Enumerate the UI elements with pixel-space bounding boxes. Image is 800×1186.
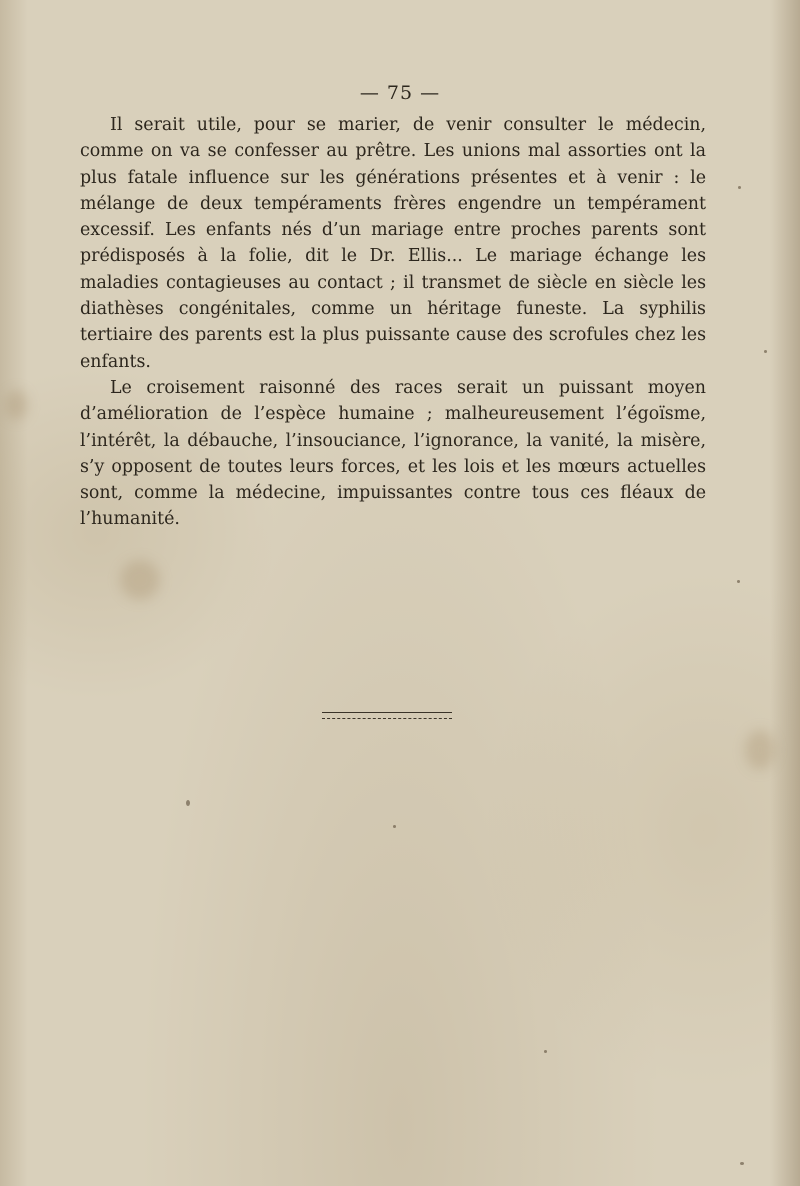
ink-speck — [393, 825, 396, 828]
paragraph-1: Il serait utile, pour se marier, de venir consulter le médecin, comme on va se confesser au prêtre. Les unions mal assorties ont la plus fatale influence sur les générations présentes et à venir : le mélange de deux tempéraments frères engendre un tempérament excessif. Les enfants nés d’un mariage entre proches parents sont prédisposés à la folie, dit le Dr. Ellis... Le mariage échange les maladies contagieuses au contact ; il transmet de siècle en siècle les diathèses congénitales, comme un héritage funeste. La syphilis tertiaire des parents est la plus puissante cause des scrofules chez les enfants. — [80, 115, 706, 372]
section-divider — [322, 712, 452, 719]
ink-speck — [737, 580, 740, 583]
paper-stain — [6, 390, 28, 420]
ink-speck — [738, 186, 741, 189]
body-text — [80, 112, 706, 533]
page-number: — 75 — — [359, 82, 441, 104]
paper-stain — [120, 560, 160, 600]
paragraph-2: Le croisement raisonné des races serait un puissant moyen d’amélioration de l’espèce humaine ; malheureusement l’égoïsme, l’intérêt, la débauche, l’insouciance, l’ignorance, la vanité, la misère, s’y opposent de toutes leurs forces, et les lois et les mœurs actuelles sont, comme la médecine, impuissantes contre tous ces fléaux de l’humanité. — [80, 377, 706, 530]
ink-speck — [764, 350, 767, 353]
ink-speck — [740, 1162, 744, 1165]
ink-speck — [544, 1050, 547, 1053]
paper-stain — [745, 730, 775, 770]
ink-speck — [186, 800, 190, 806]
